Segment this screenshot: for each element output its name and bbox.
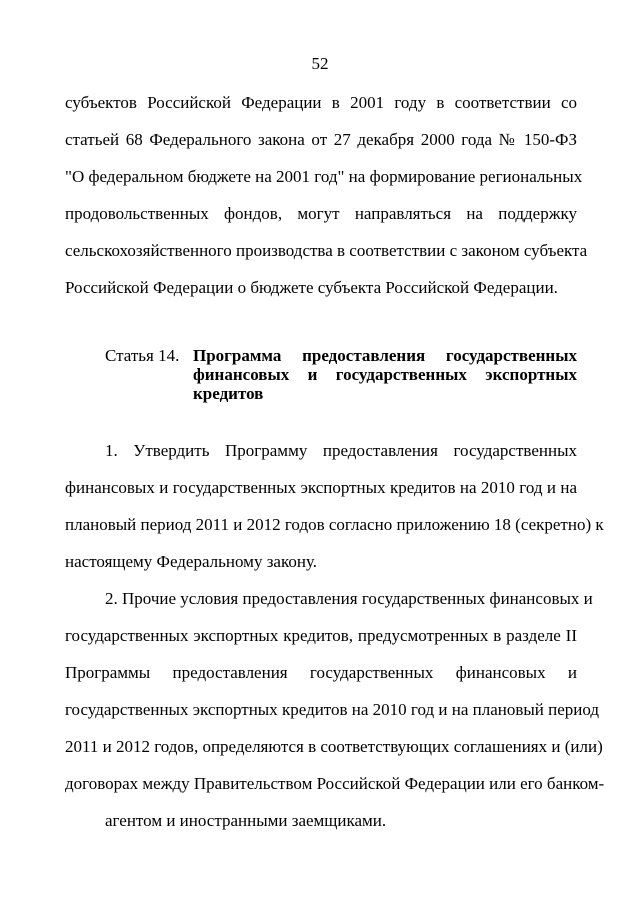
paragraph-1-line: плановый период 2011 и 2012 годов согласно приложению 18 (секретно) к [65, 515, 604, 534]
paragraph-2-line: 2. Прочие условия предоставления государственных финансовых и [105, 589, 593, 608]
page-number: 52 [311, 54, 329, 73]
article-title-line: финансовых и государственных экспортных [193, 365, 577, 384]
intro-line: Российской Федерации о бюджете субъекта Российской Федерации. [65, 278, 558, 297]
paragraph-2-line: договорах между Правительством Российской Федерации или его банком- [65, 774, 605, 793]
intro-line: субъектов Российской Федерации в 2001 году в соответствии со [65, 93, 577, 112]
intro-line: "О федеральном бюджете на 2001 год" на формирование региональных [65, 167, 583, 186]
article-number: Статья 14. [105, 346, 180, 365]
paragraph-1-line: финансовых и государственных экспортных кредитов на 2010 год и на [65, 478, 577, 497]
paragraph-2-line: 2011 и 2012 годов, определяются в соответствующих соглашениях и (или) [65, 737, 603, 756]
article-title [193, 346, 577, 403]
paragraph-2-line: Программы предоставления государственных финансовых и [65, 663, 577, 682]
article-title-line: кредитов [193, 384, 264, 403]
paragraph-1-line: 1. Утвердить Программу предоставления государственных [105, 441, 577, 460]
paragraph-2-line: агентом и иностранными заемщиками. [105, 811, 387, 830]
paragraph-1-line: настоящему Федеральному закону. [65, 552, 317, 571]
article-title-line: Программа предоставления государственных [193, 346, 577, 365]
intro-line: продовольственных фондов, могут направляться на поддержку [65, 204, 577, 223]
paragraph-2-line: государственных экспортных кредитов, предусмотренных в разделе II [65, 626, 577, 645]
intro-line: сельскохозяйственного производства в соответствии с законом субъекта [65, 241, 588, 260]
intro-line: статьей 68 Федерального закона от 27 декабря 2000 года № 150-ФЗ [65, 130, 577, 149]
paragraph-2-line: государственных экспортных кредитов на 2010 год и на плановый период [65, 700, 600, 719]
